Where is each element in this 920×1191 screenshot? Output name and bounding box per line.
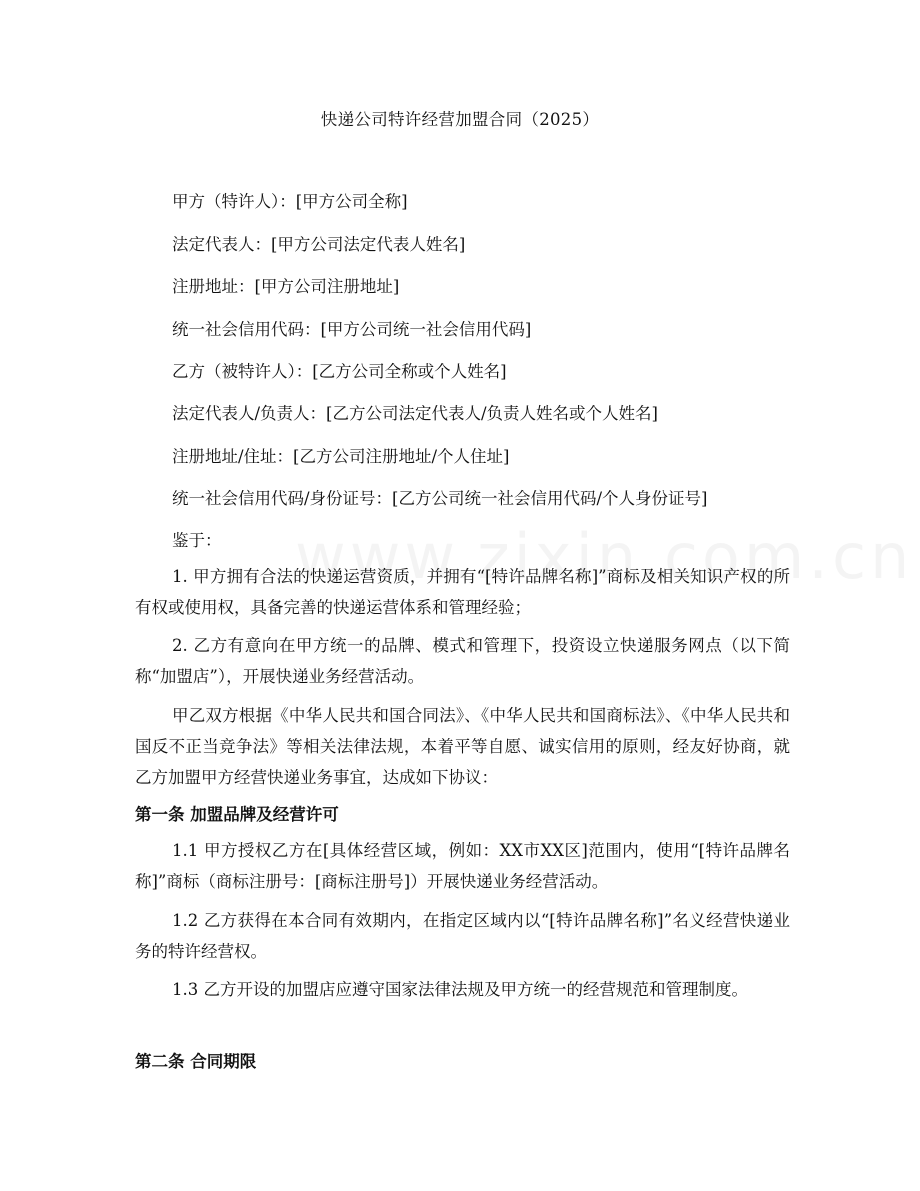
recital-2: 2. 乙方有意向在甲方统一的品牌、模式和管理下，投资设立快递服务网点（以下简称“加盟店”），开展快递业务经营活动。 <box>135 636 790 686</box>
party-b-credit-code: 统一社会信用代码/身份证号：[乙方公司统一社会信用代码/个人身份证号] <box>172 489 708 508</box>
party-a-address: 注册地址：[甲方公司注册地址] <box>172 277 400 296</box>
recital-1: 1. 甲方拥有合法的快递运营资质，并拥有“[特许品牌名称]”商标及相关知识产权的所有权或使用权，具备完善的快递运营体系和管理经验； <box>135 567 790 617</box>
party-a-name: 甲方（特许人）：[甲方公司全称] <box>172 192 408 211</box>
clause-1-1: 1.1 甲方授权乙方在[具体经营区域，例如：XX市XX区]范围内，使用“[特许品牌名称]”商标（商标注册号：[商标注册号]）开展快递业务经营活动。 <box>135 841 790 891</box>
party-b-name: 乙方（被特许人）：[乙方公司全称或个人姓名] <box>172 362 507 381</box>
document-title: 快递公司特许经营加盟合同（2025） <box>320 110 600 129</box>
clause-1-3: 1.3 乙方开设的加盟店应遵守国家法律法规及甲方统一的经营规范和管理制度。 <box>172 980 748 999</box>
article-2-heading: 第二条 合同期限 <box>135 1052 257 1071</box>
clause-1-2: 1.2 乙方获得在本合同有效期内，在指定区域内以“[特许品牌名称]”名义经营快递业务的特许经营权。 <box>135 911 790 961</box>
party-a-legal-rep: 法定代表人：[甲方公司法定代表人姓名] <box>172 235 466 254</box>
party-b-address: 注册地址/住址：[乙方公司注册地址/个人住址] <box>172 447 510 466</box>
recital-agreement: 甲乙双方根据《中华人民共和国合同法》、《中华人民共和国商标法》、《中华人民共和国反不正当竞争法》等相关法律法规，本着平等自愿、诚实信用的原则，经友好协商，就乙方加盟甲方经营快递业务事宜，达成如下协议： <box>135 706 790 787</box>
article-1-heading: 第一条 加盟品牌及经营许可 <box>135 805 339 824</box>
party-b-legal-rep: 法定代表人/负责人：[乙方公司法定代表人/负责人姓名或个人姓名] <box>172 404 658 423</box>
party-a-credit-code: 统一社会信用代码：[甲方公司统一社会信用代码] <box>172 320 532 339</box>
whereas-label: 鉴于： <box>172 531 222 550</box>
